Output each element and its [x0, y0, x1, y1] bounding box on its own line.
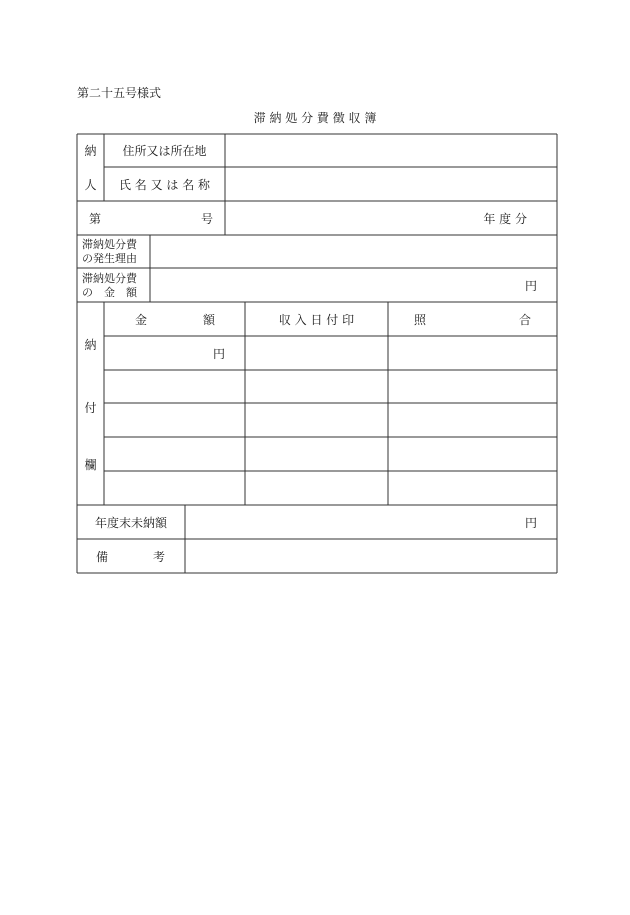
- payment-header-check: [388, 302, 557, 336]
- check-header-right: 合: [518, 312, 531, 327]
- reason-label-line2: の発生理由: [82, 252, 137, 265]
- amount-field[interactable]: [150, 268, 557, 302]
- payment-row-3-receipt[interactable]: [245, 403, 388, 437]
- payment-side-label-2: 付: [84, 400, 97, 415]
- year-end-unpaid-field[interactable]: [185, 505, 557, 539]
- number-go-label: 号: [200, 211, 213, 226]
- payment-row-5-receipt[interactable]: [245, 471, 388, 505]
- payment-row-1-amount[interactable]: [104, 336, 245, 370]
- payment-row-4-check[interactable]: [388, 437, 557, 471]
- payment-side-label-3: 欄: [84, 457, 97, 472]
- remarks-label-right: 考: [152, 549, 165, 564]
- reason-field[interactable]: [150, 235, 557, 268]
- fiscal-year-label: 年 度 分: [483, 211, 527, 226]
- year-end-yen-unit: 円: [524, 515, 537, 530]
- payment-header-receipt-date: 収 入 日 付 印: [278, 312, 355, 327]
- address-label: 住所又は所在地: [122, 144, 207, 158]
- payment-yen-unit: 円: [212, 346, 225, 361]
- amount-yen-unit: 円: [524, 278, 537, 293]
- form-number: 第二十五号様式: [77, 86, 162, 100]
- address-field[interactable]: [225, 134, 557, 167]
- payment-side-label-1: 納: [84, 337, 97, 352]
- reason-label-line1: 滞納処分費: [82, 238, 137, 251]
- remarks-label: [77, 539, 185, 573]
- year-end-unpaid-label: 年度末未納額: [94, 515, 167, 530]
- fiscal-year-cell[interactable]: [225, 201, 557, 235]
- page-title: 滞 納 処 分 費 徴 収 簿: [253, 111, 377, 125]
- payment-row-5-amount[interactable]: [104, 471, 245, 505]
- taxpayer-side-label-top: 納: [84, 144, 97, 158]
- payment-row-1-receipt[interactable]: [245, 336, 388, 370]
- payment-row-2-receipt[interactable]: [245, 370, 388, 403]
- amount-header-right: 額: [202, 312, 215, 327]
- taxpayer-side-label-bottom: 人: [84, 177, 97, 192]
- payment-row-2-amount[interactable]: [104, 370, 245, 403]
- amount-label-line2: の 金 額: [82, 286, 137, 299]
- amount-label-line1: 滞納処分費: [82, 272, 137, 285]
- payment-row-4-receipt[interactable]: [245, 437, 388, 471]
- check-header-left: 照: [414, 312, 427, 327]
- remarks-field[interactable]: [185, 539, 557, 573]
- name-field[interactable]: [225, 167, 557, 201]
- remarks-label-left: 備: [96, 549, 109, 564]
- payment-row-1-check[interactable]: [388, 336, 557, 370]
- payment-row-2-check[interactable]: [388, 370, 557, 403]
- number-cell[interactable]: [77, 201, 225, 235]
- payment-row-3-amount[interactable]: [104, 403, 245, 437]
- payment-header-amount: [104, 302, 245, 336]
- payment-row-4-amount[interactable]: [104, 437, 245, 471]
- name-label: 氏 名 又 は 名 称: [118, 177, 211, 192]
- payment-row-3-check[interactable]: [388, 403, 557, 437]
- amount-header-left: 金: [135, 312, 148, 327]
- number-dai-label: 第: [89, 211, 102, 226]
- payment-row-5-check[interactable]: [388, 471, 557, 505]
